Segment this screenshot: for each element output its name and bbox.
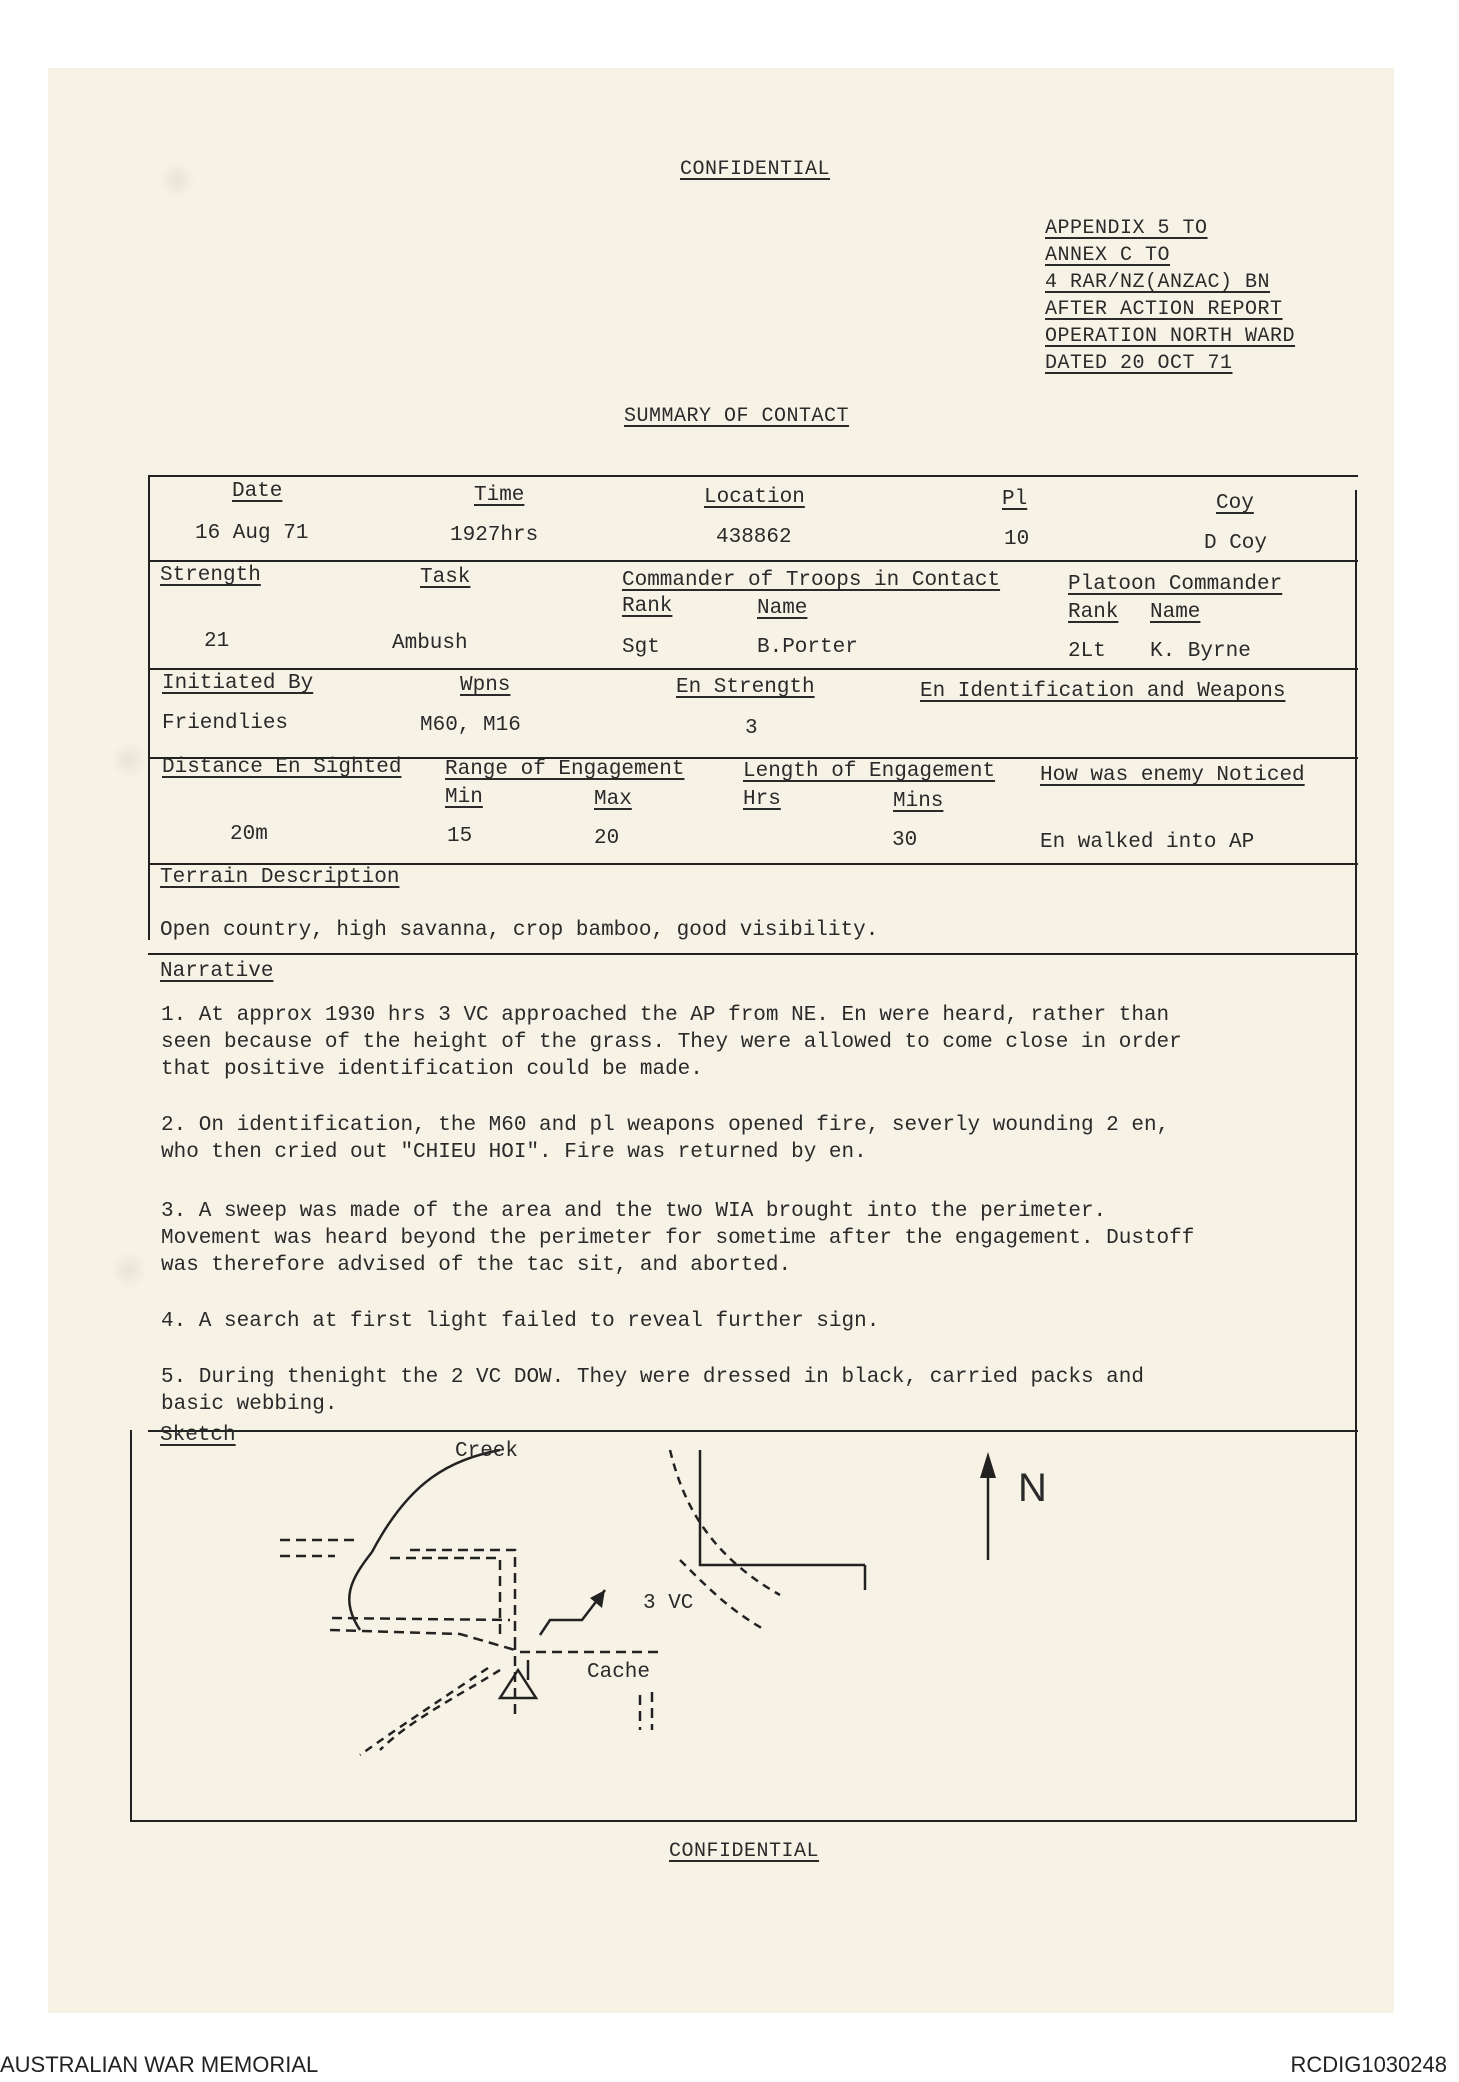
commander-name-label: Name (757, 597, 808, 620)
initiated-by-label: Initiated By (162, 672, 314, 695)
appendix-line: APPENDIX 5 TO (1045, 217, 1208, 240)
en-strength-value: 3 (745, 717, 758, 740)
archive-id: RCDIG1030248 (1290, 2052, 1447, 2077)
narrative-paragraph: 1. At approx 1930 hrs 3 VC approached the AP from NE. En were heard, rather than seen because of the height of the grass. They were allowed to come close in order that positive identification could be made. (161, 1004, 1182, 1081)
coy-label: Coy (1216, 492, 1254, 515)
date-value: 16 Aug 71 (195, 522, 309, 545)
distance-label: Distance En Sighted (162, 756, 402, 779)
appendix-line: 4 RAR/NZ(ANZAC) BN (1045, 271, 1271, 294)
north-arrow-icon (980, 1452, 996, 1478)
terrain-text: Open country, high savanna, crop bamboo, good visibility. (160, 919, 879, 942)
range-label: Range of Engagement (445, 758, 685, 781)
row-divider (148, 668, 1358, 670)
commander-label: Commander of Troops in Contact (622, 569, 1001, 592)
track-line (390, 1558, 500, 1640)
narrative-paragraph: 3. A sweep was made of the area and the two WIA brought into the perimeter. Movement was heard beyond the perimeter for sometime after the engagement. Dustoff was therefore advised of the tac sit, and aborted. (161, 1200, 1195, 1277)
range-max-label: Max (594, 788, 632, 811)
range-min-label: Min (445, 786, 483, 809)
classification-top: CONFIDENTIAL (680, 158, 831, 181)
paper-blemish (112, 740, 146, 780)
form-top-border (148, 475, 1358, 477)
track-line (330, 1630, 515, 1650)
narrative-paragraph: 2. On identification, the M60 and pl weapons opened fire, severly wounding 2 en, who then cried out "CHIEU HOI". Fire was returned by en. (161, 1114, 1170, 1164)
classification-bottom: CONFIDENTIAL (669, 1840, 820, 1863)
form-bottom-border (130, 1820, 1357, 1822)
task-label: Task (420, 566, 471, 589)
length-label: Length of Engagement (743, 760, 996, 783)
cache-marker (500, 1670, 536, 1698)
track-line (332, 1618, 510, 1620)
vc-label: 3 VC (643, 1592, 694, 1615)
commander-rank-value: Sgt (622, 636, 660, 659)
terrain-label: Terrain Description (160, 866, 400, 889)
narrative-paragraph: 5. During thenight the 2 VC DOW. They were dressed in black, carried packs and basic webbing. (161, 1366, 1144, 1416)
archive-credit: AUSTRALIAN WAR MEMORIAL (0, 2052, 319, 2077)
date-label: Date (232, 480, 283, 503)
wpns-label: Wpns (460, 674, 511, 697)
paper-blemish (112, 1250, 146, 1290)
range-min-value: 15 (447, 825, 473, 848)
how-noticed-label: How was enemy Noticed (1040, 764, 1305, 787)
how-noticed-value: En walked into AP (1040, 831, 1255, 854)
track-line (360, 1668, 488, 1755)
coy-value: D Coy (1204, 532, 1268, 555)
pl-value: 10 (1004, 528, 1030, 551)
row-divider (148, 560, 1358, 562)
form-right-border (1355, 490, 1357, 1820)
platoon-rank-value: 2Lt (1068, 640, 1106, 663)
paper-blemish (160, 160, 194, 200)
narrative-label: Narrative (160, 960, 274, 983)
row-divider (148, 953, 1358, 955)
platoon-name-value: K. Byrne (1150, 640, 1251, 663)
time-value: 1927hrs (450, 524, 539, 547)
sketch-label: Sketch (160, 1424, 236, 1447)
appendix-line: ANNEX C TO (1045, 244, 1171, 267)
task-value: Ambush (392, 632, 468, 655)
length-mins-label: Mins (893, 790, 944, 813)
platoon-rank-label: Rank (1068, 601, 1119, 624)
north-label: N (1018, 1466, 1047, 1510)
appendix-block (1045, 215, 1295, 377)
sketch-left-border (130, 1430, 132, 1822)
pl-label: Pl (1002, 488, 1028, 511)
form-left-border (148, 475, 150, 940)
range-max-value: 20 (594, 827, 620, 850)
en-identification-label: En Identification and Weapons (920, 680, 1286, 703)
distance-value: 20m (230, 823, 268, 846)
en-strength-label: En Strength (676, 676, 815, 699)
creek-line (372, 1450, 500, 1552)
length-hrs-label: Hrs (743, 788, 781, 811)
platoon-name-label: Name (1150, 601, 1201, 624)
creek-label: Creek (455, 1440, 519, 1463)
narrative-paragraph: 4. A search at first light failed to reveal further sign. (161, 1310, 880, 1333)
wpns-value: M60, M16 (420, 714, 521, 737)
page-title: SUMMARY OF CONTACT (624, 405, 850, 428)
commander-name-value: B.Porter (757, 636, 858, 659)
appendix-line: DATED 20 OCT 71 (1045, 352, 1233, 375)
appendix-line: OPERATION NORTH WARD (1045, 325, 1296, 348)
location-value: 438862 (716, 526, 792, 549)
track-line (670, 1450, 780, 1595)
strength-value: 21 (204, 630, 230, 653)
location-label: Location (704, 486, 805, 509)
bearing-line (700, 1450, 865, 1565)
initiated-by-value: Friendlies (162, 712, 289, 735)
strength-label: Strength (160, 564, 261, 587)
appendix-line: AFTER ACTION REPORT (1045, 298, 1283, 321)
cache-label: Cache (587, 1661, 651, 1684)
row-divider (148, 863, 1358, 865)
platoon-commander-label: Platoon Commander (1068, 573, 1283, 596)
length-mins-value: 30 (892, 829, 918, 852)
time-label: Time (474, 484, 525, 507)
track-line (380, 1670, 500, 1750)
commander-rank-label: Rank (622, 595, 673, 618)
